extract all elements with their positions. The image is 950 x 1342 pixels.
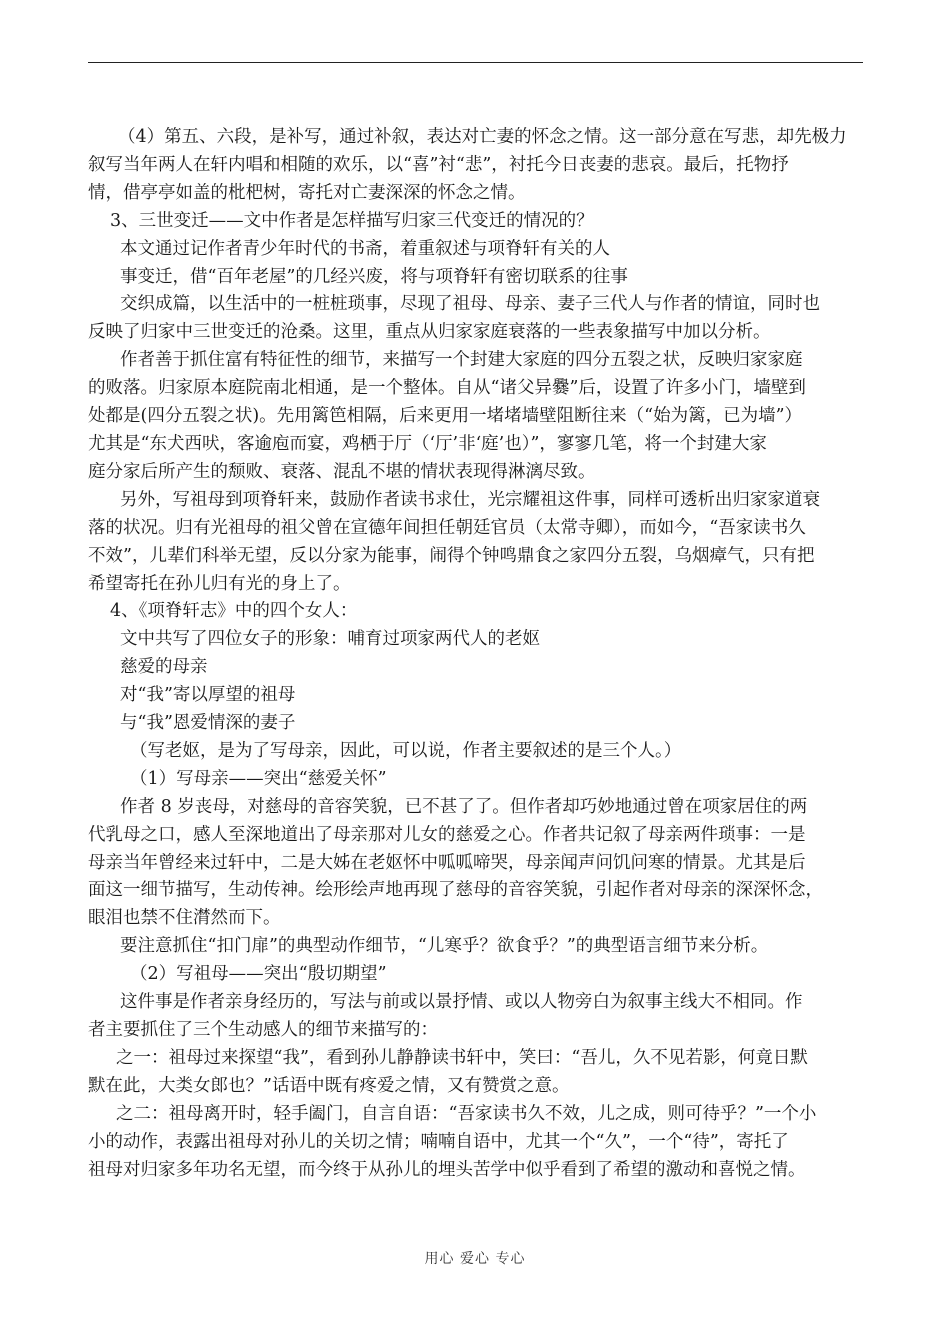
header-rule bbox=[88, 62, 863, 63]
paragraph-line: 作者 8 岁丧母，对慈母的音容笑貌，已不甚了了。但作者却巧妙地通过曾在项家居住的两 bbox=[120, 796, 808, 817]
paragraph-line: （4）第五、六段，是补写，通过补叙，表达对亡妻的怀念之情。这一部分意在写悲，却先极力 bbox=[118, 127, 847, 147]
paragraph-line: 希望寄托在孙儿归有光的身上了。 bbox=[88, 573, 351, 594]
paragraph-line: 另外，写祖母到项脊轩来，鼓励作者读书求仕，光宗耀祖这件事，同样可透析出归家家道衰 bbox=[120, 489, 820, 510]
paragraph-line: （写老妪，是为了写母亲，因此，可以说，作者主要叙述的是三个人。） bbox=[130, 740, 682, 761]
paragraph-line: 之二：祖母离开时，轻手阖门，自言自语：“吾家读书久不效，儿之成，则可待乎？”一个小 bbox=[116, 1103, 817, 1124]
paragraph-line: 与“我”恩爱情深的妻子 bbox=[120, 713, 296, 734]
paragraph-line: 代乳母之口，感人至深地道出了母亲那对儿女的慈爱之心。作者共记叙了母亲两件琐事：一是 bbox=[88, 824, 806, 845]
paragraph-line: 本文通过记作者青少年时代的书斋，着重叙述与项脊轩有关的人 bbox=[120, 238, 610, 259]
paragraph-line: 对“我”寄以厚望的祖母 bbox=[120, 685, 296, 706]
paragraph-line: 情，借亭亭如盖的枇杷树，寄托对亡妻深深的怀念之情。 bbox=[88, 182, 526, 203]
paragraph-line: 交织成篇，以生活中的一桩桩琐事，尽现了祖母、母亲、妻子三代人与作者的情谊，同时也 bbox=[120, 294, 820, 315]
paragraph-line: 母亲当年曾经来过轩中，二是大姊在老妪怀中呱呱啼哭，母亲闻声问饥问寒的情景。尤其是后 bbox=[88, 852, 806, 873]
page-footer: 用心 爱心 专心 bbox=[424, 1251, 526, 1267]
section-heading: 4、《项脊轩志》中的四个女人： bbox=[110, 601, 358, 622]
paragraph-line: 者主要抓住了三个生动感人的细节来描写的： bbox=[88, 1020, 438, 1040]
paragraph-line: 反映了归家中三世变迁的沧桑。这里，重点从归家家庭衰落的一些表象描写中加以分析。 bbox=[88, 322, 771, 343]
paragraph-line: 慈爱的母亲 bbox=[120, 657, 208, 678]
paragraph-line: 要注意抓住“扣门扉”的典型动作细节，“儿寒乎？欲食乎？”的典型语言细节来分析。 bbox=[120, 936, 769, 957]
paragraph-line: 庭分家后所产生的颓败、衰落、混乱不堪的情状表现得淋漓尽致。 bbox=[88, 461, 596, 482]
paragraph-line: 这件事是作者亲身经历的，写法与前或以景抒情、或以人物旁白为叙事主线大不相同。作 bbox=[120, 992, 803, 1013]
paragraph-line: 祖母对归家多年功名无望，而今终于从孙儿的埋头苦学中似乎看到了希望的激动和喜悦之情。 bbox=[88, 1159, 806, 1180]
paragraph-line: 不效”，儿辈们科举无望，反以分家为能事，闹得个钟鸣鼎食之家四分五裂，乌烟瘴气，只有把 bbox=[88, 545, 815, 566]
paragraph-line: 的败落。归家原本庭院南北相通，是一个整体。自从“诸父异爨”后，设置了许多小门，墙壁到 bbox=[88, 378, 806, 399]
document-body bbox=[88, 124, 863, 1184]
paragraph-line: 之一：祖母过来探望“我”，看到孙儿静静读书轩中，笑曰：“吾儿，久不见若影，何竟日默 bbox=[116, 1047, 808, 1068]
subsection-heading: （1）写母亲——突出“慈爱关怀” bbox=[130, 768, 387, 789]
section-heading: 3、三世变迁——文中作者是怎样描写归家三代变迁的情况的？ bbox=[110, 210, 594, 231]
paragraph-line: 事变迁，借“百年老屋”的几经兴废，将与项脊轩有密切联系的往事 bbox=[120, 266, 628, 287]
paragraph-line: 默在此，大类女郎也？”话语中既有疼爱之情，又有赞赏之意。 bbox=[88, 1075, 570, 1096]
paragraph-line: 叙写当年两人在轩内唱和相随的欢乐，以“喜”衬“悲”，衬托今日丧妻的悲哀。最后，托物抒 bbox=[88, 154, 789, 175]
paragraph-line: 处都是(四分五裂之状)。先用篱笆相隔，后来更用一堵堵墙壁阻断往来（“始为篱，已为墙”） bbox=[88, 406, 803, 427]
subsection-heading: （2）写祖母——突出“殷切期望” bbox=[130, 964, 387, 985]
paragraph-line: 作者善于抓住富有特征性的细节，来描写一个封建大家庭的四分五裂之状，反映归家家庭 bbox=[120, 350, 803, 371]
paragraph-line: 落的状况。归有光祖母的祖父曾在宣德年间担任朝廷官员（太常寺卿），而如今，“吾家读书久 bbox=[88, 517, 806, 538]
paragraph-line: 眼泪也禁不住潸然而下。 bbox=[88, 908, 281, 929]
paragraph-line: 文中共写了四位女子的形象：哺育过项家两代人的老妪 bbox=[120, 629, 540, 650]
paragraph-line: 面这一细节描写，生动传神。绘形绘声地再现了慈母的音容笑貌，引起作者对母亲的深深怀念， bbox=[88, 880, 823, 901]
paragraph-line: 尤其是“东犬西吠，客逾庖而宴，鸡栖于厅（‘厅’非‘庭’也）”，寥寥几笔，将一个封建大家 bbox=[88, 433, 767, 454]
paragraph-line: 小的动作，表露出祖母对孙儿的关切之情；喃喃自语中，尤其一个“久”，一个“待”，寄托了 bbox=[88, 1131, 789, 1152]
